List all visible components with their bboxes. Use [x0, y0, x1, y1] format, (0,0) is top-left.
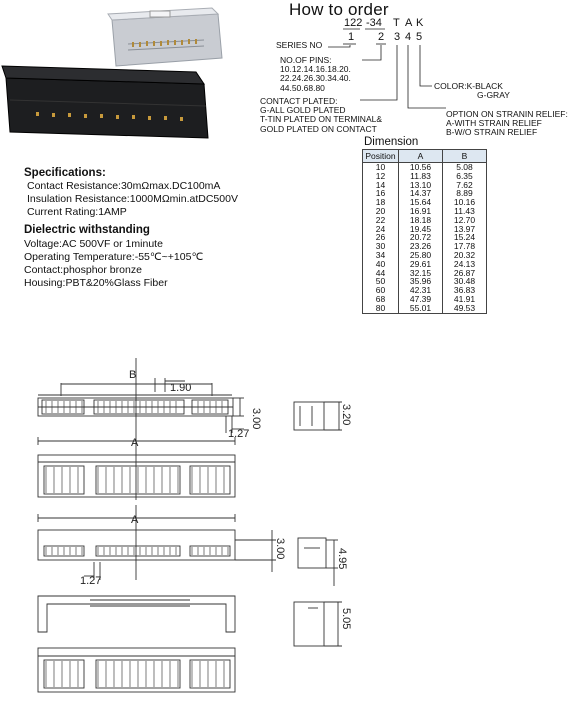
technical-drawing	[0, 340, 578, 708]
dimension-table	[362, 149, 487, 314]
label-a2: A	[131, 514, 139, 526]
cell-a: 55.01	[399, 304, 443, 313]
series-label: SERIES NO	[276, 40, 323, 50]
table-row	[363, 304, 487, 313]
code-plating: T	[393, 17, 400, 29]
cell-a: 16.91	[399, 207, 443, 216]
dimension-title: Dimension	[364, 136, 419, 148]
color-label: COLOR:K-BLACK G-GRAY	[434, 81, 510, 101]
cell-a: 14.37	[399, 189, 443, 198]
cell-b: 13.97	[443, 225, 487, 234]
dimension-rows	[363, 163, 487, 314]
cell-a: 32.15	[399, 269, 443, 278]
cell-a: 10.56	[399, 163, 443, 172]
code-color: K	[416, 17, 424, 29]
header-b: B	[443, 150, 487, 163]
cell-a: 11.83	[399, 172, 443, 181]
order-positions: 1 2 3 4 5	[348, 31, 423, 43]
cell-b: 5.08	[443, 163, 487, 172]
cell-position: 44	[363, 269, 399, 278]
cell-a: 19.45	[399, 225, 443, 234]
dim-320: 3.20	[340, 404, 352, 426]
cell-a: 15.64	[399, 198, 443, 207]
cell-a: 23.26	[399, 242, 443, 251]
cell-b: 20.32	[443, 251, 487, 260]
cell-b: 8.89	[443, 189, 487, 198]
cell-b: 12.70	[443, 216, 487, 225]
dim-pitch: 1.90	[170, 382, 192, 394]
pins-label: NO.OF PINS: 10.12.14.16.18.20. 22.24.26.30.34.40. 44.50.68.80	[280, 55, 351, 93]
relief-label: OPTION ON STRANIN RELIEF: A-WITH STRAIN RELIEF B-W/O STRAIN RELIEF	[446, 109, 568, 138]
contact-label: CONTACT PLATED: G-ALL GOLD PLATED T-TIN PLATED ON TERMINAL& GOLD PLATED ON CONTACT	[260, 96, 383, 134]
code-relief: A	[405, 17, 413, 29]
cell-b: 10.16	[443, 198, 487, 207]
cell-b: 11.43	[443, 207, 487, 216]
dim-300a: 3.00	[250, 408, 262, 430]
cell-b: 17.78	[443, 242, 487, 251]
cell-position: 18	[363, 198, 399, 207]
cell-b: 7.62	[443, 181, 487, 190]
cell-b: 36.83	[443, 286, 487, 295]
cell-position: 34	[363, 251, 399, 260]
cell-b: 26.87	[443, 269, 487, 278]
cell-position: 24	[363, 225, 399, 234]
cell-a: 18.18	[399, 216, 443, 225]
header-position: Position	[363, 150, 399, 163]
cell-position: 40	[363, 260, 399, 269]
cell-position: 26	[363, 233, 399, 242]
cell-a: 35.96	[399, 277, 443, 286]
cell-position: 16	[363, 189, 399, 198]
specs-list: Contact Resistance:30mΩmax.DC100mA Insulation Resistance:1000MΩmin.atDC500V Current Rating:1AMP	[27, 180, 238, 218]
cell-b: 30.48	[443, 277, 487, 286]
dim-127b: 1.27	[80, 575, 102, 587]
dielectric-list: Voltage:AC 500VF or 1minute Operating Temperature:-55℃~+105℃ Contact:phosphor bronze Housing:PBT&20%Glass Fiber	[24, 238, 204, 289]
dim-505: 5.05	[340, 608, 352, 630]
cell-a: 20.72	[399, 233, 443, 242]
label-a: A	[131, 437, 139, 449]
cell-position: 30	[363, 242, 399, 251]
cell-a: 42.31	[399, 286, 443, 295]
dim-300b: 3.00	[274, 538, 286, 560]
cell-position: 68	[363, 295, 399, 304]
cell-b: 24.13	[443, 260, 487, 269]
cell-position: 10	[363, 163, 399, 172]
code-pins: -34	[366, 17, 382, 29]
cell-a: 47.39	[399, 295, 443, 304]
dim-127a: 1.27	[228, 428, 250, 440]
cell-position: 80	[363, 304, 399, 313]
cell-position: 14	[363, 181, 399, 190]
cell-position: 20	[363, 207, 399, 216]
cell-b: 15.24	[443, 233, 487, 242]
cell-position: 12	[363, 172, 399, 181]
code-series: 122	[344, 17, 363, 29]
cell-b: 49.53	[443, 304, 487, 313]
dim-495: 4.95	[336, 548, 348, 570]
cell-position: 50	[363, 277, 399, 286]
cell-a: 13.10	[399, 181, 443, 190]
cell-position: 22	[363, 216, 399, 225]
header-a: A	[399, 150, 443, 163]
cell-a: 29.61	[399, 260, 443, 269]
cell-b: 41.91	[443, 295, 487, 304]
label-b: B	[129, 369, 137, 381]
cell-position: 60	[363, 286, 399, 295]
cell-a: 25.80	[399, 251, 443, 260]
cell-b: 6.35	[443, 172, 487, 181]
dielectric-heading: Dielectric withstanding	[24, 224, 150, 236]
order-title: How to order	[289, 0, 389, 19]
specs-heading: Specifications:	[24, 167, 106, 179]
